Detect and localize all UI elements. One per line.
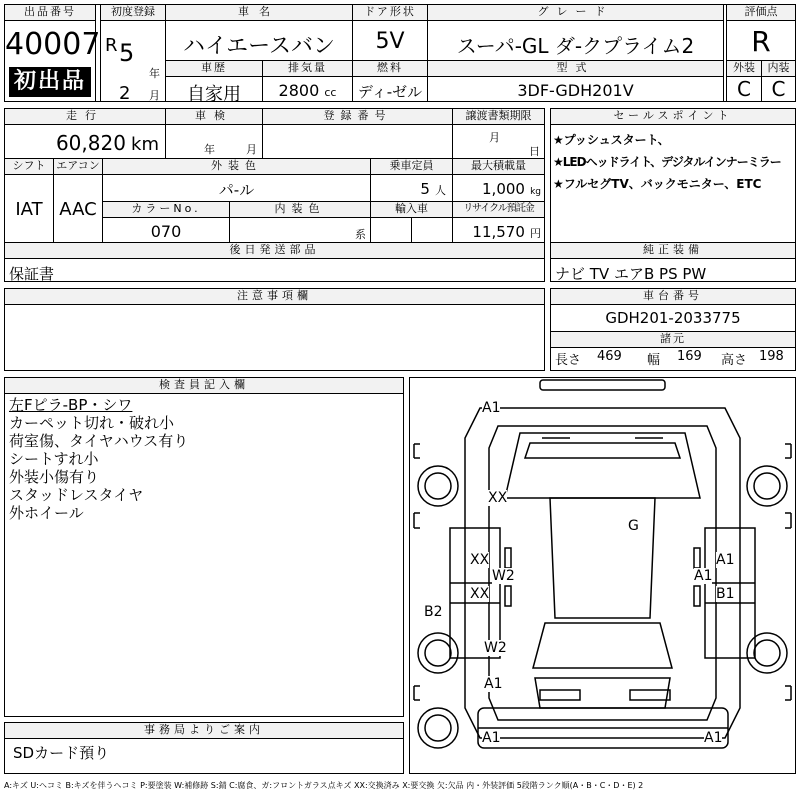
shift-box — [4, 158, 54, 243]
displacement-label: 排気量 — [263, 61, 352, 77]
car-outline — [410, 378, 795, 773]
inspector-label: 検査員記入欄 — [5, 378, 403, 394]
recycle-label: リサイクル預託金 — [453, 202, 544, 218]
import-box — [370, 201, 453, 243]
inspector-line: カーペット切れ・破れ小 — [9, 414, 175, 432]
damage-mark: A1 — [484, 676, 503, 692]
displacement-value: 2800 — [278, 81, 320, 100]
damage-mark: B1 — [716, 586, 735, 602]
length-label: 長さ — [555, 353, 582, 368]
notes-label: 注意事項欄 — [5, 289, 544, 305]
door-box — [352, 4, 428, 61]
inspector-line: 左Fピラ-BP・シワ — [9, 396, 133, 414]
recycle-box — [452, 201, 545, 243]
later-parts-box — [4, 242, 545, 282]
max-load-value: 1,000 — [482, 180, 525, 198]
recycle-value: 11,570 — [472, 223, 525, 241]
fuel-box — [352, 60, 428, 102]
exterior-value: C — [737, 77, 751, 101]
interior-box — [761, 60, 796, 102]
lot-label: 出品番号 — [5, 5, 95, 21]
color-value: パ-ル — [218, 181, 255, 199]
car-diagram — [409, 377, 796, 774]
chassis-value: GDH201-2033775 — [605, 309, 741, 327]
inspector-box — [4, 377, 404, 717]
legend: A:キズ U:ヘコミ B:キズを伴うヘコミ P:要塗装 W:補修跡 S:錆 C:腐食、ガ:フロントガラス点キズ XX:交換済み X:要交換 欠:欠品 内・外装評価 5段階ランク順(A・B・C・D・E) 2 — [4, 781, 644, 790]
color-label: 外装色 — [103, 159, 370, 175]
equipment-value: ナビ TV エアB PS PW — [555, 265, 707, 283]
office-box — [4, 722, 404, 774]
capacity-value: 5 — [420, 180, 430, 198]
car-name-box — [165, 4, 353, 61]
notes-box — [4, 288, 545, 371]
exterior-box — [726, 60, 762, 102]
color-box — [102, 158, 371, 202]
first-listing-badge: 初出品 — [9, 67, 91, 97]
transfer-month-unit: 月 — [489, 131, 500, 144]
damage-mark: XX — [470, 552, 490, 568]
reg-month: 2 — [119, 83, 131, 104]
damage-mark: G — [628, 518, 639, 534]
door-value: 5V — [375, 29, 405, 54]
later-parts-label: 後日発送部品 — [5, 243, 544, 259]
model-label: 型式 — [428, 61, 723, 77]
later-parts-value: 保証書 — [9, 265, 55, 283]
max-load-unit: kg — [530, 187, 541, 197]
width-value: 169 — [677, 349, 702, 364]
interior-value: C — [771, 77, 786, 101]
damage-mark: XX — [488, 490, 508, 506]
mileage-box — [4, 108, 166, 159]
reg-label: 初度登録 — [101, 5, 165, 21]
color-no-label: カラーNo. — [103, 202, 229, 218]
insp-year-unit: 年 — [204, 143, 215, 156]
selling-points-box — [550, 108, 796, 243]
eval-box — [726, 4, 796, 61]
chassis-label: 車台番号 — [551, 289, 795, 305]
selling-point-1: ★プッシュスタート、 — [553, 133, 670, 147]
mileage-unit: km — [131, 134, 159, 155]
year-unit: 年 — [149, 67, 160, 80]
grade-label: グレード — [428, 5, 723, 21]
damage-mark: A1 — [482, 730, 501, 746]
color-no-box — [102, 201, 230, 243]
damage-mark: B2 — [424, 604, 443, 620]
inspector-line: シートすれ小 — [9, 450, 99, 468]
equipment-label: 純正装備 — [551, 243, 795, 259]
grade-value: スーパ-GL ダ-クプライム2 — [456, 34, 695, 58]
damage-mark: XX — [470, 586, 490, 602]
selling-point-3: ★フルセグTV、バックモニター、ETC — [553, 177, 762, 191]
int-color-label: 内装色 — [230, 202, 370, 218]
reg-no-box — [262, 108, 453, 159]
insp-month-unit: 月 — [246, 143, 257, 156]
length-value: 469 — [597, 349, 622, 364]
interior-label: 内装 — [762, 61, 795, 77]
fuel-value: ディ-ゼル — [357, 83, 423, 101]
capacity-unit: 人 — [435, 184, 446, 197]
displacement-unit: cc — [324, 86, 337, 99]
exterior-label: 外装 — [727, 61, 761, 77]
history-label: 車歴 — [166, 61, 262, 77]
history-box — [165, 60, 263, 105]
max-load-label: 最大積載量 — [453, 159, 544, 175]
damage-mark: A1 — [694, 568, 713, 584]
ac-value: AAC — [59, 199, 97, 220]
reg-year: 5 — [119, 39, 135, 67]
fuel-label: 燃料 — [353, 61, 427, 77]
era: R — [105, 35, 118, 56]
inspection-box — [165, 108, 263, 159]
reg-no-label: 登録番号 — [263, 109, 452, 125]
grade-box — [427, 4, 724, 61]
equipment-box — [550, 242, 796, 282]
damage-mark: W2 — [484, 640, 507, 656]
import-label: 輸入車 — [371, 202, 452, 218]
model-box — [427, 60, 724, 102]
int-color-box — [229, 201, 371, 243]
ac-label: エアコン — [54, 159, 102, 175]
car-name-label: 車名 — [166, 5, 352, 21]
color-no-value: 070 — [150, 222, 182, 241]
damage-mark: W2 — [492, 568, 515, 584]
office-value: SDカード預り — [13, 744, 110, 762]
capacity-box — [370, 158, 453, 202]
inspection-label: 車検 — [166, 109, 262, 125]
damage-mark: A1 — [704, 730, 723, 746]
mileage-value: 60,820 — [55, 131, 126, 155]
capacity-label: 乗車定員 — [371, 159, 452, 175]
height-label: 高さ — [721, 353, 748, 368]
damage-mark: A1 — [716, 552, 735, 568]
lot-box — [4, 4, 101, 102]
shift-label: シフト — [5, 159, 53, 175]
lot-number: 40007 — [5, 27, 101, 62]
int-color-unit: 系 — [355, 228, 366, 241]
door-label: ドア形状 — [353, 5, 427, 21]
inspector-line: 外装小傷有り — [9, 468, 100, 486]
recycle-unit: 円 — [530, 227, 541, 240]
reg-box — [100, 4, 166, 102]
mileage-label: 走行 — [5, 109, 165, 125]
car-name: ハイエースバン — [182, 34, 336, 59]
history-value: 自家用 — [187, 84, 241, 105]
model-value: 3DF-GDH201V — [517, 81, 634, 100]
inspector-line: 外ホイール — [9, 504, 84, 522]
displacement-box — [262, 60, 353, 102]
month-unit: 月 — [149, 89, 160, 102]
selling-point-2: ★LEDヘッドライト、デジタルインナーミラー — [553, 155, 781, 169]
dims-label: 諸元 — [551, 331, 795, 348]
width-label: 幅 — [647, 353, 661, 368]
eval-value: R — [751, 25, 771, 58]
damage-mark: A1 — [482, 400, 501, 416]
height-value: 198 — [759, 349, 784, 364]
transfer-label: 譲渡書類期限 — [453, 109, 544, 125]
shift-value: IAT — [15, 199, 43, 220]
selling-points-label: セールスポイント — [551, 109, 795, 125]
inspector-line: 荷室傷、タイヤハウス有り — [9, 432, 189, 450]
transfer-box — [452, 108, 545, 159]
chassis-box — [550, 288, 796, 371]
inspector-line: スタッドレスタイヤ — [9, 486, 144, 504]
eval-label: 評価点 — [727, 5, 795, 21]
transfer-day-unit: 日 — [529, 145, 540, 158]
max-load-box — [452, 158, 545, 202]
ac-box — [53, 158, 103, 243]
office-label: 事務局よりご案内 — [5, 723, 403, 739]
